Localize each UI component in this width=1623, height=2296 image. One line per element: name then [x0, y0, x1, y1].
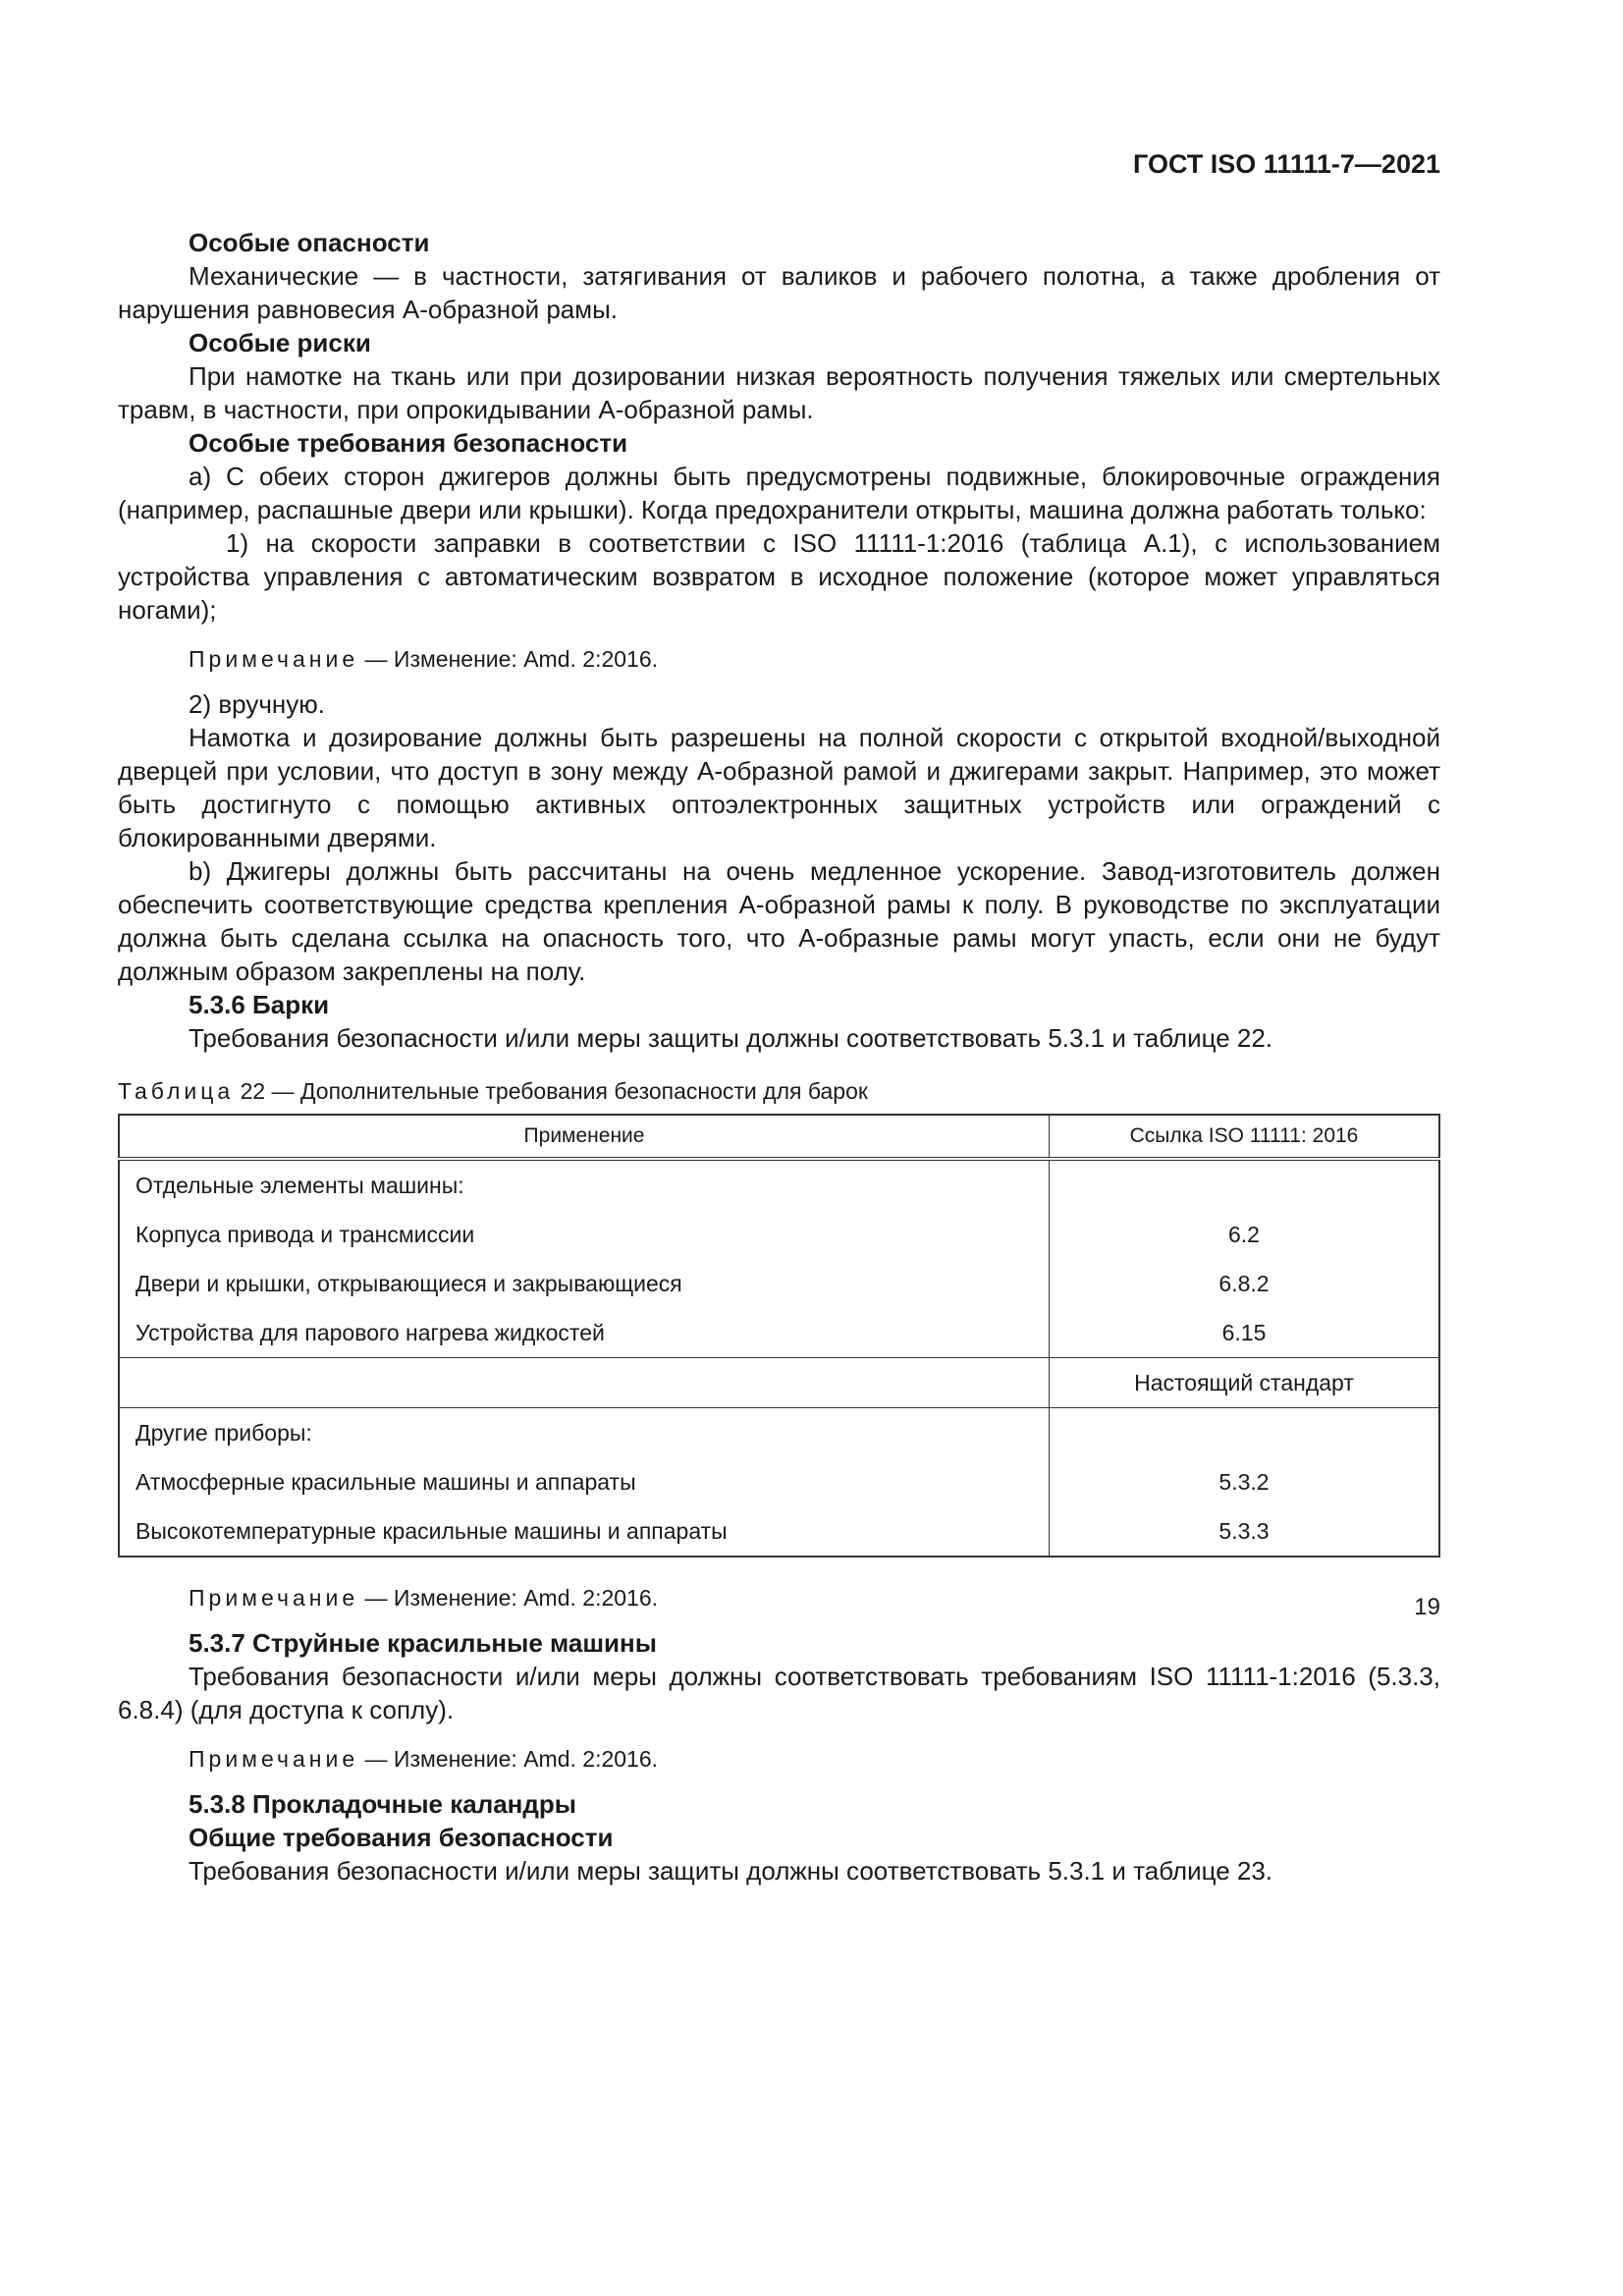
heading-5-3-8: 5.3.8 Прокладочные каландры [189, 1789, 576, 1819]
table-cell [1050, 1408, 1440, 1458]
table-cell: Корпуса привода и трансмиссии [135, 1222, 475, 1247]
table-cell: 6.15 [1050, 1308, 1440, 1358]
column-header-application: Применение [119, 1115, 1050, 1159]
table-row [119, 1506, 1439, 1557]
page-number: 19 [1414, 1594, 1440, 1620]
table-cell: Другие приборы: [119, 1408, 1050, 1458]
table-cell: 6.2 [1050, 1210, 1440, 1259]
heading-5-3-7: 5.3.7 Струйные красильные машины [189, 1628, 657, 1658]
table-cell [1050, 1159, 1440, 1210]
table-caption [118, 1076, 1440, 1106]
table-cell: Настоящий стандарт [1050, 1358, 1440, 1408]
paragraph-item-2: 2) вручную. [189, 689, 325, 719]
note-3 [118, 1744, 1440, 1774]
note-1 [118, 644, 1440, 674]
paragraph-risks: При намотке на ткань или при дозировании низкая вероятность получения тяжелых или смертельных травм, в частности, при опрокидывании А-образной рамы. [118, 361, 1440, 424]
standard-header: ГОСТ ISO 11111-7—2021 [1133, 149, 1440, 179]
table-cell: 6.8.2 [1050, 1259, 1440, 1308]
paragraph-requirement-b: b) Джигеры должны быть рассчитаны на очень медленное ускорение. Завод-изготовитель должен обеспечить соответствующие средства крепления А-образной рамы к полу. В руководстве по эксплуатации должна быть сделана ссылка на опасность того, что А-образные рамы могут упасть, если они не будут должным образом закреплены на полу. [118, 856, 1440, 986]
table-cell: 5.3.2 [1050, 1457, 1440, 1506]
table-row [119, 1210, 1439, 1259]
table-row [119, 1457, 1439, 1506]
paragraph-winding: Намотка и дозирование должны быть разрешены на полной скорости с открытой входной/выходной дверцей при условии, что доступ в зону между А-образной рамой и джигерами закрыт. Например, это может быть достигнуто с помощью активных оптоэлектронных защитных устройств или ограждений с блокированными дверями. [118, 723, 1440, 852]
table-header-row [119, 1115, 1439, 1159]
note-text: — Изменение: Amd. 2:2016. [364, 646, 659, 672]
table-cell: 5.3.3 [1050, 1506, 1440, 1557]
note-label: Примечание [189, 1746, 359, 1772]
paragraph-requirement-a: a) С обеих сторон джигеров должны быть предусмотрены подвижные, блокировочные ограждения (например, распашные двери или крышки). Когда предохранители открыты, машина должна работать только: [118, 462, 1440, 524]
note-text: — Изменение: Amd. 2:2016. [364, 1746, 659, 1772]
heading-5-3-6: 5.3.6 Барки [189, 990, 330, 1019]
heading-special-hazards: Особые опасности [189, 228, 430, 257]
table-cell: Атмосферные красильные машины и аппараты [135, 1469, 636, 1495]
table-cell: Двери и крышки, открывающиеся и закрывающиеся [135, 1271, 682, 1296]
heading-general-requirements: Общие требования безопасности [189, 1823, 614, 1852]
table-cell: Высокотемпературные красильные машины и аппараты [135, 1518, 728, 1544]
table-row [119, 1408, 1439, 1458]
paragraph-item-1: 1) на скорости заправки в соответствии с ISO 11111-1:2016 (таблица А.1), с использованием устройства управления с автоматическим возвратом в исходное положение (которое может управляться ногами); [118, 528, 1440, 625]
note-label: Примечание [189, 646, 359, 672]
table-cell: Устройства для парового нагрева жидкостей [135, 1320, 605, 1345]
note-2 [118, 1583, 1440, 1613]
note-text: — Изменение: Amd. 2:2016. [364, 1585, 659, 1611]
table-caption-label: Таблица [118, 1078, 235, 1104]
table-caption-text: 22 — Дополнительные требования безопасности для барок [240, 1078, 868, 1104]
paragraph-mechanical-hazards: Механические — в частности, затягивания от валиков и рабочего полотна, а также дробления от нарушения равновесия А-образной рамы. [118, 261, 1440, 324]
paragraph-5-3-8: Требования безопасности и/или меры защиты должны соответствовать 5.3.1 и таблице 23. [189, 1856, 1273, 1886]
requirements-table [118, 1114, 1440, 1558]
table-cell: Отдельные элементы машины: [135, 1173, 464, 1198]
heading-special-risks: Особые риски [189, 328, 371, 357]
table-row [119, 1308, 1439, 1358]
table-row [119, 1159, 1439, 1210]
paragraph-5-3-7: Требования безопасности и/или меры должны соответствовать требованиям ISO 11111-1:2016 (5.3.3, 6.8.4) (для доступа к соплу). [118, 1662, 1440, 1724]
paragraph-5-3-6: Требования безопасности и/или меры защиты должны соответствовать 5.3.1 и таблице 22. [189, 1023, 1273, 1053]
column-header-reference: Ссылка ISO 11111: 2016 [1050, 1115, 1440, 1159]
table-row [119, 1358, 1439, 1408]
table-cell [119, 1358, 1050, 1408]
page-content [118, 226, 1440, 1887]
note-label: Примечание [189, 1585, 359, 1611]
table-row [119, 1259, 1439, 1308]
heading-special-requirements: Особые требования безопасности [189, 428, 628, 458]
